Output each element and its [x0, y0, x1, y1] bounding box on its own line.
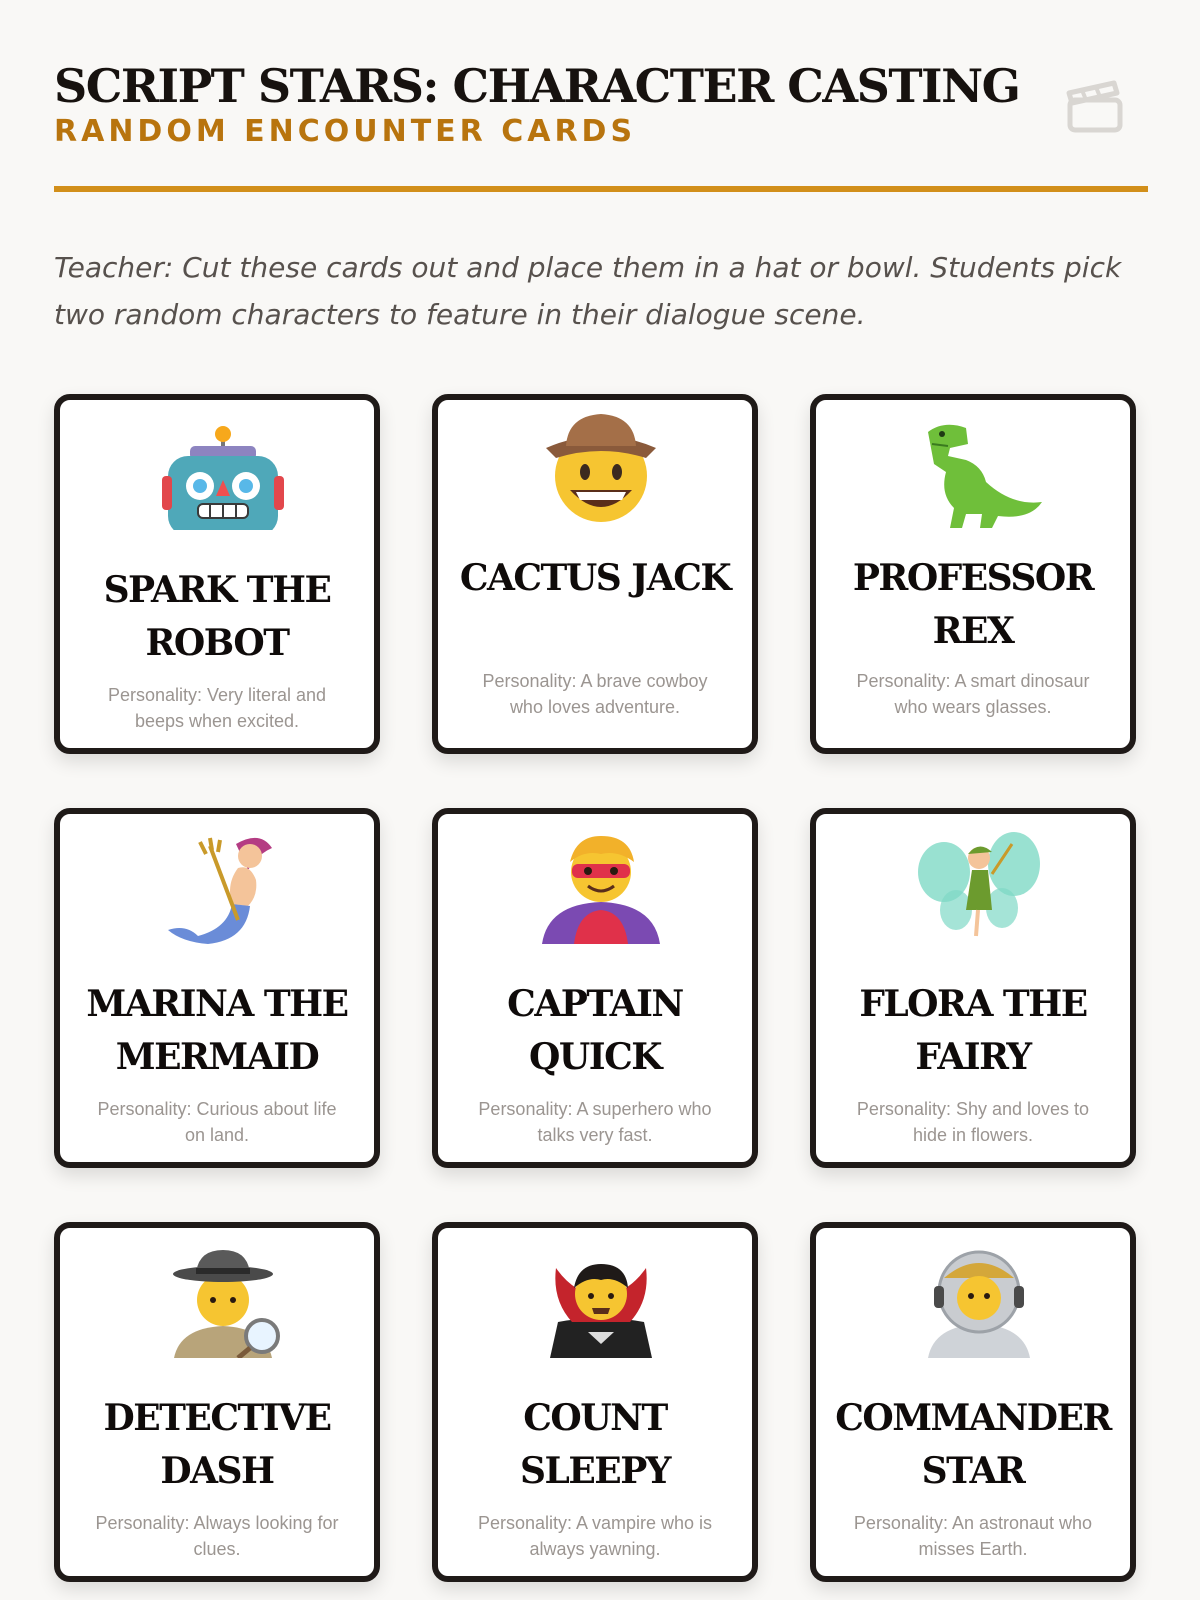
robot-icon [60, 410, 386, 530]
character-card[interactable] [54, 808, 380, 1168]
character-card[interactable] [54, 1222, 380, 1582]
mermaid-icon [60, 824, 386, 944]
character-card[interactable] [54, 394, 380, 754]
character-name: COUNT SLEEPY [520, 1397, 670, 1492]
character-card[interactable] [810, 808, 1136, 1168]
character-card[interactable] [432, 808, 758, 1168]
character-name: MARINA THE MERMAID [86, 983, 348, 1078]
cowboy-icon [438, 410, 764, 530]
character-name: DETECTIVE DASH [103, 1397, 331, 1492]
detective-icon [60, 1238, 386, 1358]
character-card[interactable] [432, 394, 758, 754]
character-description: Personality: A vampire who is always yawning. [477, 1513, 713, 1559]
character-description: Personality: Always looking for clues. [95, 1513, 339, 1559]
character-name: COMMANDER STAR [835, 1397, 1111, 1492]
character-description: Personality: A brave cowboy who loves adventure. [482, 671, 708, 717]
character-card[interactable] [810, 394, 1136, 754]
character-name: FLORA THE FAIRY [859, 983, 1087, 1078]
superhero-icon [438, 824, 764, 944]
character-name: CACTUS JACK [459, 557, 731, 599]
astronaut-icon [816, 1238, 1142, 1358]
character-description: Personality: Very literal and beeps when excited. [107, 685, 327, 731]
character-card[interactable] [432, 1222, 758, 1582]
character-description: Personality: Curious about life on land. [97, 1099, 337, 1145]
teacher-instructions: Teacher: Cut these cards out and place them in a hat or bowl. Students pick two random characters to feature in their dialogue scene. [54, 251, 1122, 331]
page-title: SCRIPT STARS: CHARACTER CASTING [54, 59, 1020, 113]
fairy-icon [816, 824, 1142, 944]
character-name: SPARK THE ROBOT [103, 569, 331, 664]
character-description: Personality: Shy and loves to hide in flowers. [856, 1099, 1090, 1145]
vampire-icon [438, 1238, 764, 1358]
character-description: Personality: An astronaut who misses Earth. [853, 1513, 1093, 1559]
page-header [54, 58, 1148, 150]
character-name: CAPTAIN QUICK [507, 983, 683, 1078]
page-subtitle: RANDOM ENCOUNTER CARDS [54, 114, 637, 149]
header-divider [54, 186, 1148, 192]
clapperboard-icon [1064, 76, 1124, 136]
t-rex-icon [816, 410, 1142, 530]
character-description: Personality: A smart dinosaur who wears glasses. [856, 671, 1090, 717]
character-name: PROFESSOR REX [852, 557, 1094, 652]
character-card[interactable] [810, 1222, 1136, 1582]
character-description: Personality: A superhero who talks very fast. [478, 1099, 712, 1145]
